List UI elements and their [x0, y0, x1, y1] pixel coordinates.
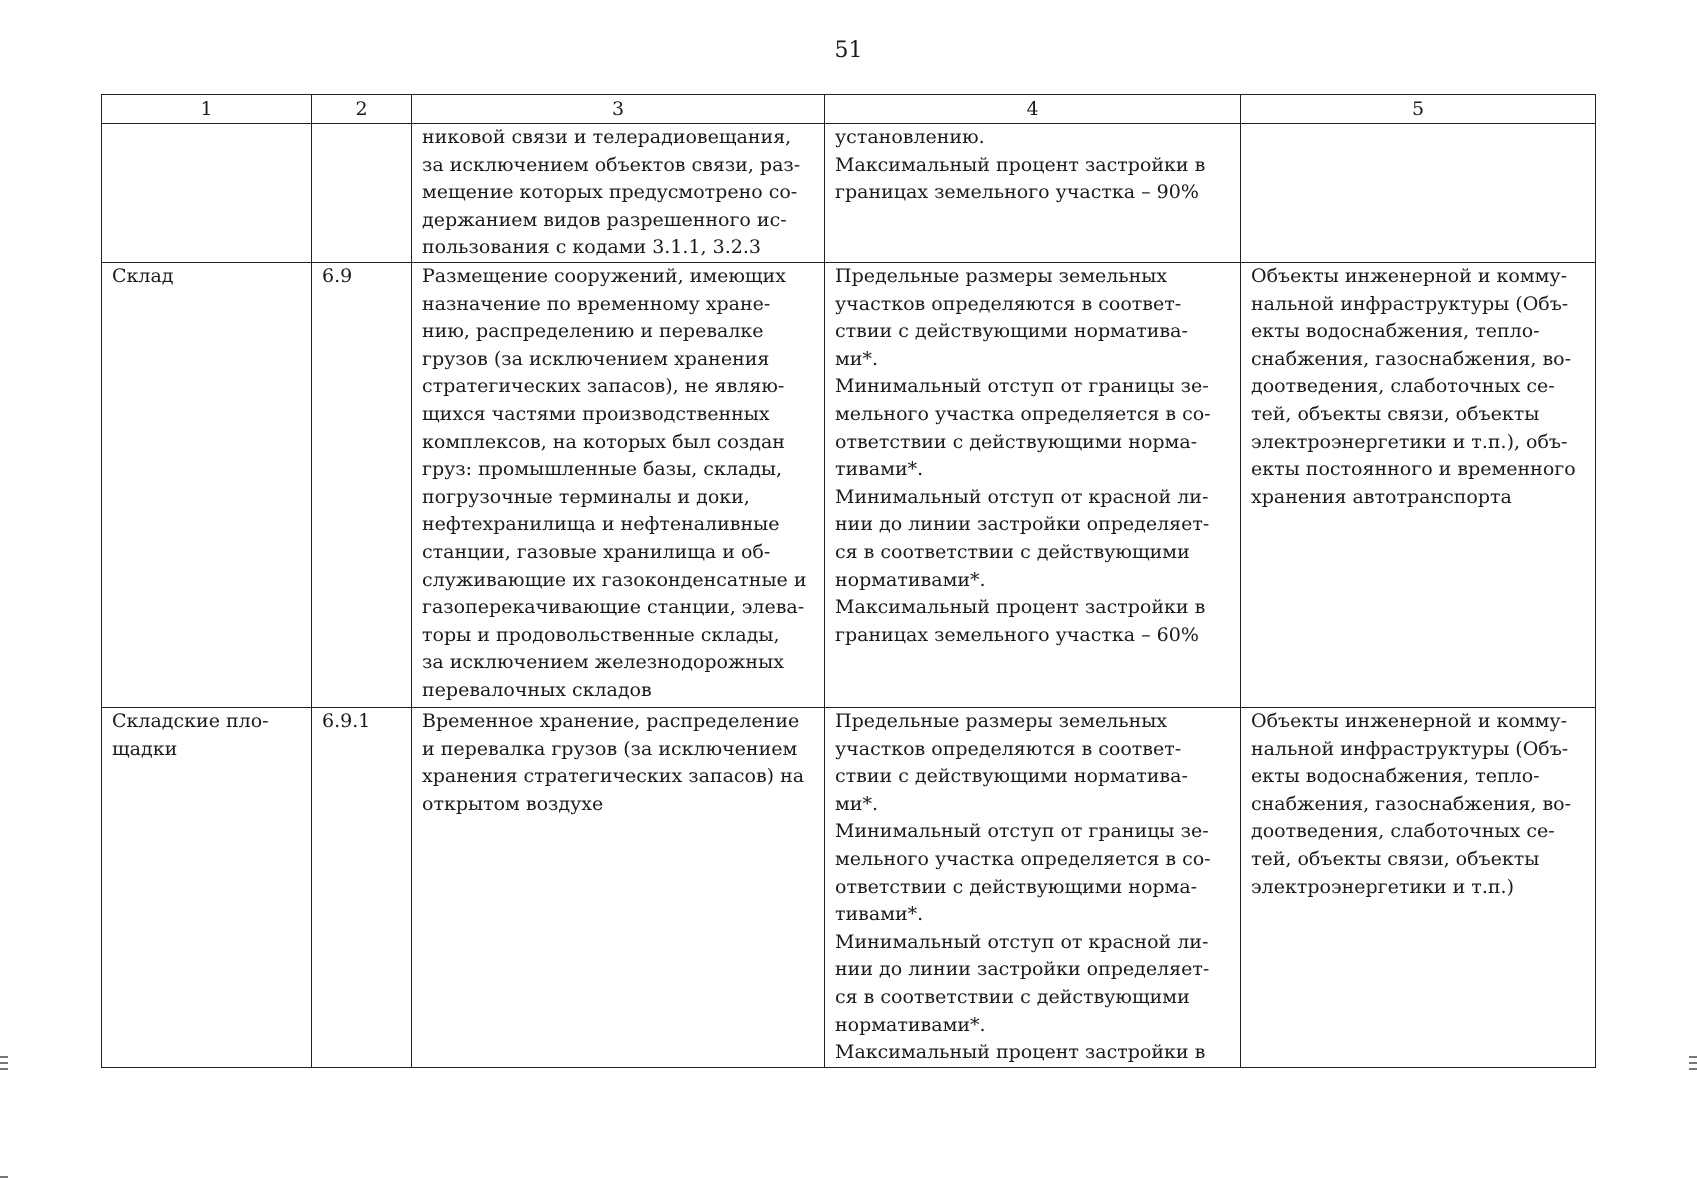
cell-text-line: хранения автотранспорта	[1251, 485, 1512, 508]
table-row	[102, 124, 1596, 263]
cell-use-auxiliary	[1241, 124, 1596, 263]
cell-text-line: нефтехранилища и нефтеналивные	[422, 513, 780, 536]
scan-mark	[0, 1176, 8, 1178]
cell-text-line: за исключением объектов связи, раз-	[422, 153, 801, 176]
cell-text-line: нии до линии застройки определяет-	[835, 958, 1210, 981]
cell-text-line: грузов (за исключением хранения	[422, 347, 770, 370]
cell-text-line: ответствии с действующими норма-	[835, 430, 1198, 453]
cell-text-line: Предельные размеры земельных	[835, 265, 1168, 287]
cell-text-line: и перевалка грузов (за исключением	[422, 737, 798, 760]
cell-text-line: Минимальный отступ от красной ли-	[835, 485, 1209, 508]
column-header-2: 2	[312, 95, 412, 124]
cell-text-line: участков определяются в соответ-	[835, 737, 1182, 760]
column-header-3: 3	[412, 95, 825, 124]
cell-text-line: щадки	[112, 737, 178, 760]
scan-mark	[0, 1056, 8, 1058]
cell-text-line: Минимальный отступ от границы зе-	[835, 375, 1209, 398]
column-header-1: 1	[102, 95, 312, 124]
column-header-5: 5	[1241, 95, 1596, 124]
cell-text-line: границах земельного участка – 60%	[835, 623, 1199, 646]
cell-text-line: груз: промышленные базы, склады,	[422, 458, 783, 481]
cell-text-line: Максимальный процент застройки в	[835, 596, 1206, 619]
cell-use-name	[102, 263, 312, 708]
cell-text-line: хранения стратегических запасов) на	[422, 765, 805, 788]
cell-text-line: границах земельного участка – 90%	[835, 181, 1199, 204]
cell-text-line: мельного участка определяется в со-	[835, 402, 1211, 425]
cell-text-line: тивами*.	[835, 903, 924, 926]
cell-text-line: открытом воздухе	[422, 792, 604, 815]
cell-text-line: ответствии с действующими норма-	[835, 875, 1198, 898]
cell-text-line: доотведения, слаботочных се-	[1251, 820, 1555, 843]
cell-use-auxiliary	[1241, 708, 1596, 1068]
cell-use-name	[102, 124, 312, 263]
cell-text-line: тивами*.	[835, 458, 924, 481]
cell-text-line: служивающие их газоконденсатные и	[422, 568, 807, 591]
table-row	[102, 263, 1596, 708]
cell-text-line: снабжения, газоснабжения, во-	[1251, 347, 1572, 370]
cell-text-line: электроэнергетики и т.п.)	[1251, 875, 1514, 898]
cell-use-name	[102, 708, 312, 1068]
cell-text-line: Предельные размеры земельных	[835, 710, 1168, 732]
cell-text-line: установлению.	[835, 126, 985, 148]
cell-text-line: нию, распределению и перевалке	[422, 320, 764, 343]
cell-text-line: ствии с действующими норматива-	[835, 320, 1188, 343]
scan-mark	[0, 1062, 8, 1064]
cell-use-description	[412, 263, 825, 708]
cell-use-code	[312, 708, 412, 1068]
cell-use-parameters	[825, 124, 1241, 263]
cell-text-line: тей, объекты связи, объекты	[1251, 402, 1540, 425]
cell-text-line: погрузочные терминалы и доки,	[422, 485, 750, 508]
cell-use-parameters	[825, 263, 1241, 708]
cell-use-auxiliary	[1241, 263, 1596, 708]
cell-text-line: назначение по временному хране-	[422, 292, 771, 315]
use-code-text: 6.9	[322, 265, 353, 287]
cell-text-line: Временное хранение, распределение	[422, 710, 800, 732]
cell-text-line: газоперекачивающие станции, элева-	[422, 596, 805, 619]
cell-text-line: нальной инфраструктуры (Объ-	[1251, 292, 1569, 315]
cell-text-line: Размещение сооружений, имеющих	[422, 265, 786, 287]
table-row	[102, 708, 1596, 1068]
cell-text-line: участков определяются в соответ-	[835, 292, 1182, 315]
cell-text-line: ми*.	[835, 347, 878, 370]
cell-text-line: мещение которых предусмотрено со-	[422, 181, 798, 204]
cell-text-line: электроэнергетики и т.п.), объ-	[1251, 430, 1568, 453]
cell-text-line: Объекты инженерной и комму-	[1251, 710, 1567, 732]
cell-text-line: пользования с кодами 3.1.1, 3.2.3	[422, 236, 761, 259]
cell-text-line: Минимальный отступ от красной ли-	[835, 930, 1209, 953]
cell-text-line: перевалочных складов	[422, 678, 652, 701]
cell-text-line: за исключением железнодорожных	[422, 651, 784, 674]
cell-text-line: торы и продовольственные склады,	[422, 623, 780, 646]
cell-text-line: ми*.	[835, 792, 878, 815]
cell-text-line: щихся частями производственных	[422, 402, 770, 425]
cell-text-line: доотведения, слаботочных се-	[1251, 375, 1555, 398]
cell-use-code	[312, 263, 412, 708]
cell-text-line: стратегических запасов), не являю-	[422, 375, 785, 398]
cell-text-line: станции, газовые хранилища и об-	[422, 540, 771, 563]
cell-text-line: екты водоснабжения, тепло-	[1251, 765, 1540, 788]
scan-mark	[1689, 1068, 1697, 1070]
cell-text-line: екты постоянного и временного	[1251, 458, 1576, 481]
page-number: 51	[834, 38, 863, 63]
cell-text-line: снабжения, газоснабжения, во-	[1251, 792, 1572, 815]
cell-use-description	[412, 124, 825, 263]
cell-use-description	[412, 708, 825, 1068]
use-code-text: 6.9.1	[322, 710, 371, 732]
table-header-row	[102, 95, 1596, 124]
cell-text-line: никовой связи и телерадиовещания,	[422, 126, 792, 148]
cell-text-line: мельного участка определяется в со-	[835, 847, 1211, 870]
cell-text-line: Объекты инженерной и комму-	[1251, 265, 1567, 287]
cell-text-line: ствии с действующими норматива-	[835, 765, 1188, 788]
cell-text-line: екты водоснабжения, тепло-	[1251, 320, 1540, 343]
zoning-table	[101, 94, 1596, 1068]
cell-text-line: Складские пло-	[112, 710, 269, 732]
scan-mark	[0, 1068, 8, 1070]
cell-text-line: Склад	[112, 265, 174, 287]
cell-text-line: Максимальный процент застройки в	[835, 153, 1206, 176]
cell-text-line: комплексов, на которых был создан	[422, 430, 785, 453]
cell-text-line: нальной инфраструктуры (Объ-	[1251, 737, 1569, 760]
cell-text-line: Минимальный отступ от границы зе-	[835, 820, 1209, 843]
cell-text-line: держанием видов разрешенного ис-	[422, 208, 787, 231]
cell-use-parameters	[825, 708, 1241, 1068]
cell-text-line: нормативами*.	[835, 568, 986, 591]
scan-mark	[1689, 1062, 1697, 1064]
cell-text-line: ся в соответствии с действующими	[835, 985, 1190, 1008]
scan-mark	[1689, 1056, 1697, 1058]
cell-use-code	[312, 124, 412, 263]
cell-text-line: нормативами*.	[835, 1013, 986, 1036]
cell-text-line: нии до линии застройки определяет-	[835, 513, 1210, 536]
cell-text-line: Максимальный процент застройки в	[835, 1041, 1206, 1064]
column-header-4: 4	[825, 95, 1241, 124]
cell-text-line: ся в соответствии с действующими	[835, 540, 1190, 563]
cell-text-line: тей, объекты связи, объекты	[1251, 847, 1540, 870]
